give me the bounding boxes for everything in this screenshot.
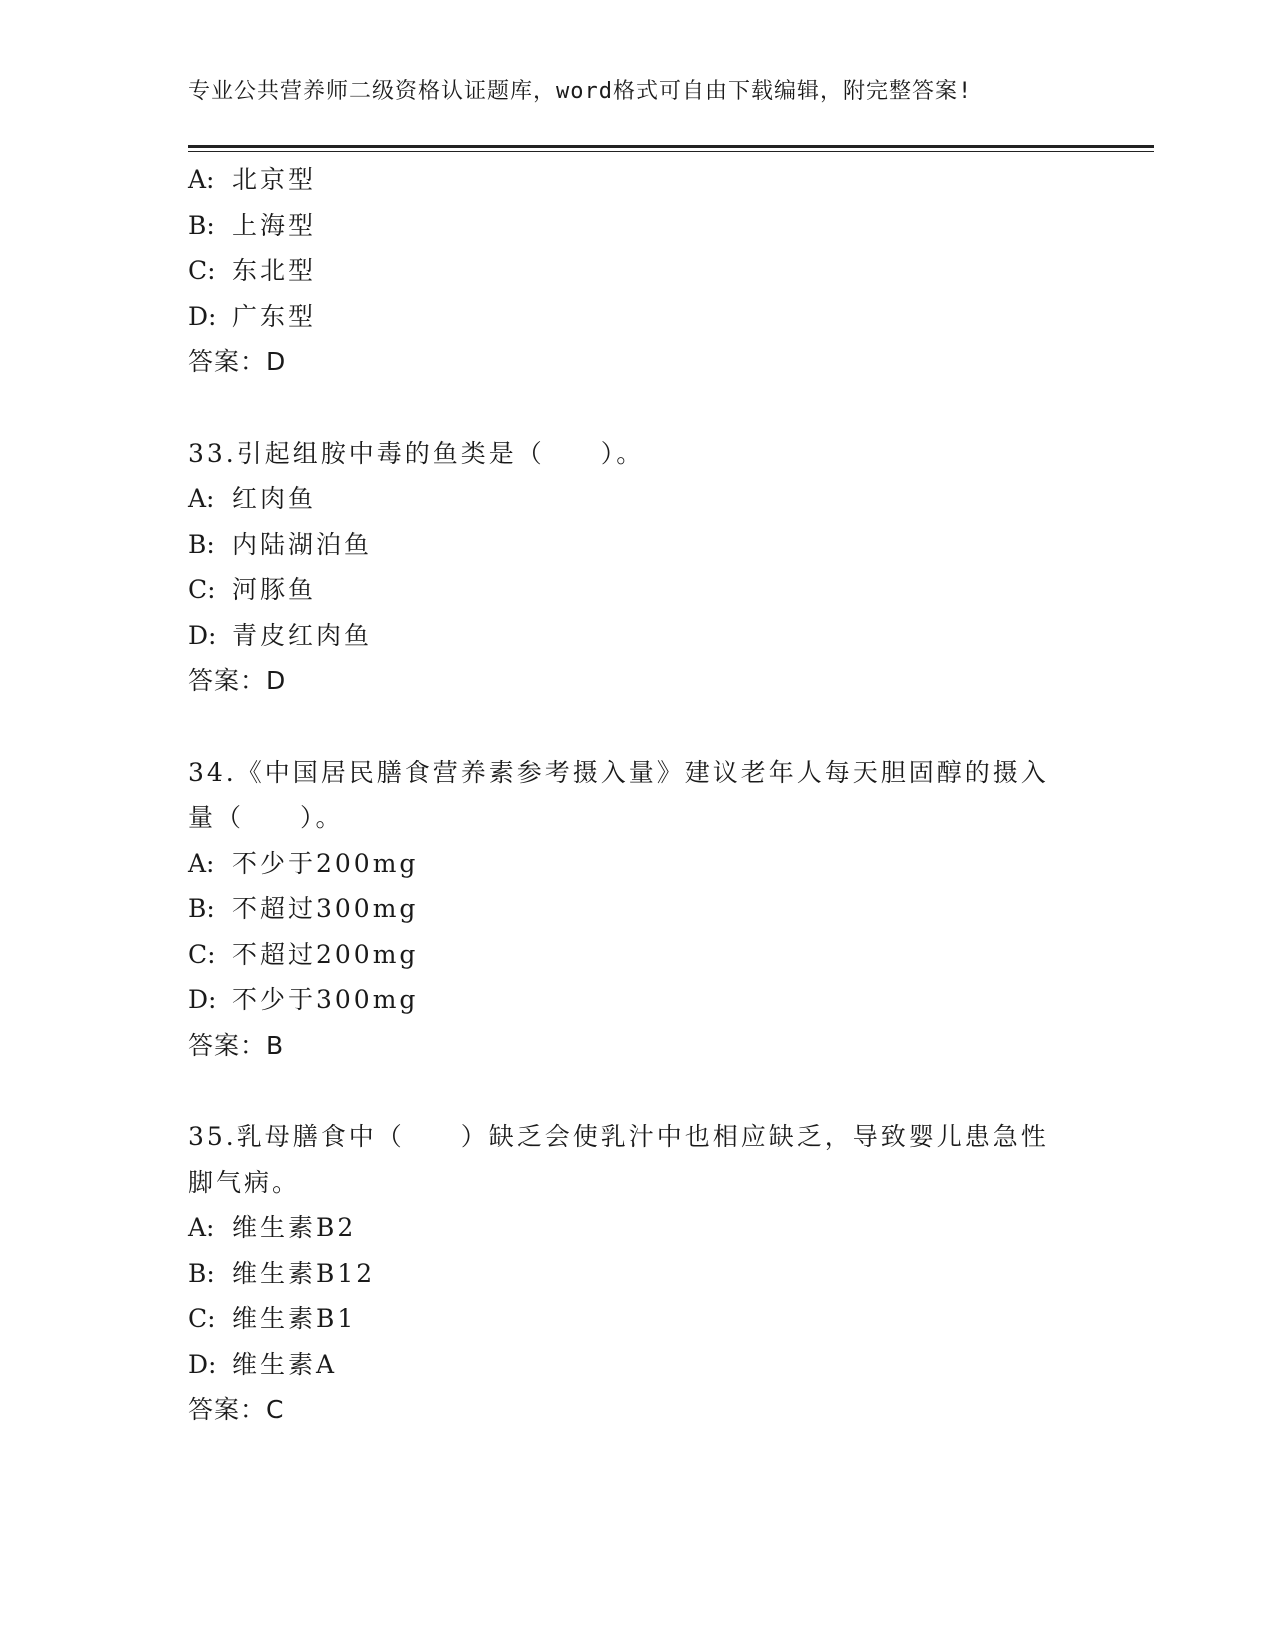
question-block-33: [188, 431, 1088, 704]
header-rule-thick: [188, 145, 1154, 148]
question-stem: 35.乳母膳食中（ ）缺乏会使乳汁中也相应缺乏，导致婴儿患急性: [188, 1122, 1049, 1151]
option-c: C: 维生素B1: [188, 1304, 357, 1333]
option-c: C: 不超过200mg: [188, 939, 419, 969]
option-d: D: 广东型: [188, 301, 317, 331]
answer-line: 答案：C: [188, 1395, 285, 1424]
answer-line: 答案：B: [188, 1030, 285, 1060]
option-b: B: 维生素B12: [188, 1258, 376, 1288]
answer-line: 答案：D: [188, 347, 287, 376]
option-d: D: 维生素A: [188, 1349, 338, 1379]
option-b: B: 内陆湖泊鱼: [188, 529, 373, 559]
spacer: [188, 704, 1088, 750]
option-a: A: 维生素B2: [188, 1213, 357, 1242]
question-block-prev: [188, 157, 1088, 385]
option-d: D: 不少于300mg: [188, 985, 419, 1014]
header-rule-thin: [188, 151, 1154, 152]
option-b: B: 不超过300mg: [188, 894, 419, 923]
option-c: C: 河豚鱼: [188, 575, 317, 604]
question-stem: 33.引起组胺中毒的鱼类是（ ）。: [188, 438, 645, 468]
page-header: 专业公共营养师二级资格认证题库，word格式可自由下载编辑，附完整答案!: [188, 79, 973, 104]
question-block-35: [188, 1114, 1088, 1433]
option-b: B: 上海型: [188, 210, 317, 240]
spacer: [188, 385, 1088, 431]
question-stem-continued: 量（ ）。: [188, 803, 344, 832]
question-content: [188, 157, 1088, 1433]
answer-line: 答案：D: [188, 666, 287, 695]
option-a: A: 不少于200mg: [188, 848, 419, 878]
option-a: A: 红肉鱼: [188, 484, 317, 513]
question-stem: 34.《中国居民膳食营养素参考摄入量》建议老年人每天胆固醇的摄入: [188, 757, 1049, 787]
question-block-34: [188, 750, 1088, 1069]
question-stem-continued: 脚气病。: [188, 1167, 301, 1197]
spacer: [188, 1068, 1088, 1114]
option-c: C: 东北型: [188, 256, 317, 285]
option-a: A: 北京型: [188, 165, 317, 194]
option-d: D: 青皮红肉鱼: [188, 620, 373, 650]
